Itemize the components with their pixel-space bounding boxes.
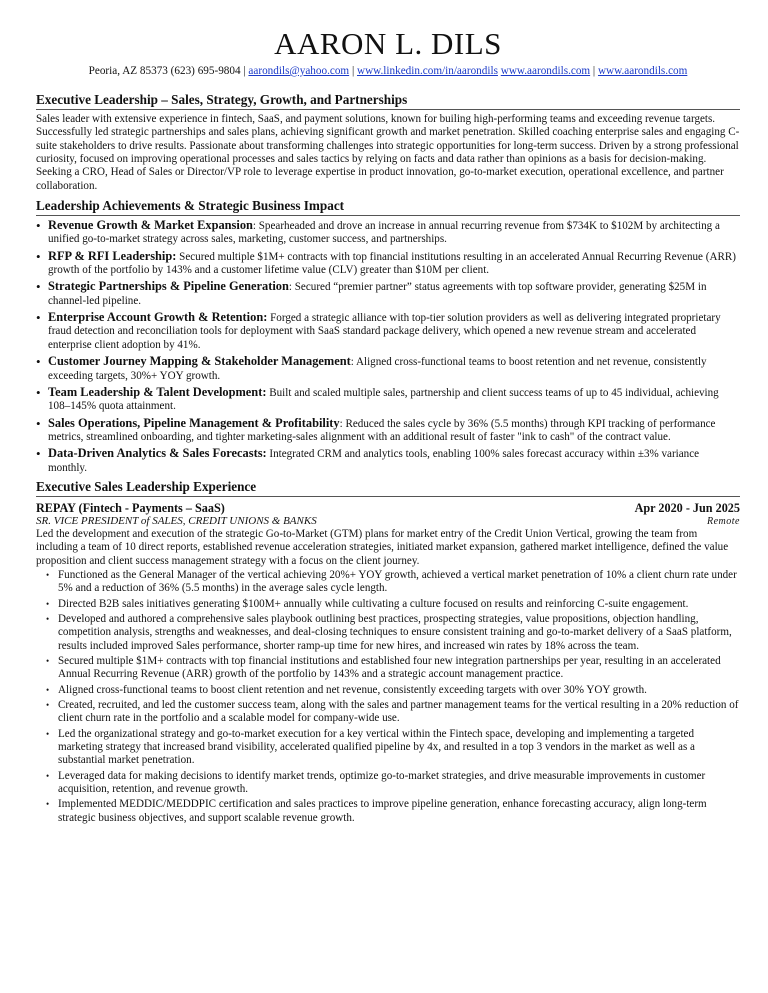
duty-item	[44, 569, 740, 596]
bullet-icon: •	[36, 415, 41, 431]
achievement-lead: Data-Driven Analytics & Sales Forecasts:	[48, 446, 267, 461]
bullet-icon: •	[46, 613, 50, 624]
email-link[interactable]: aarondils@yahoo.com	[248, 65, 350, 77]
website-link[interactable]: www.aarondils.com	[597, 65, 688, 77]
bullet-icon: •	[36, 354, 41, 370]
bullet-icon: •	[46, 700, 50, 711]
achievement-lead: Sales Operations, Pipeline Management & Profitability	[48, 415, 340, 430]
duty-text: Functioned as the General Manager of the vertical achieving 20%+ YOY growth, achieved a vertical market penetration of 10% a client churn rate under 5% and a reduction of 36% (5.5 months) in the average sales cycle length.	[58, 568, 737, 595]
separator: |	[592, 65, 596, 77]
duty-item	[44, 684, 740, 697]
job-header	[36, 501, 740, 515]
duty-text: Leveraged data for making decisions to identify market trends, optimize go-to-market strategies, and drive measurable improvements in customer acquisition, retention, and revenue growth.	[58, 769, 706, 796]
achievement-item	[36, 386, 740, 414]
bullet-icon: •	[36, 446, 41, 462]
achievement-item	[36, 417, 740, 445]
duties-list	[36, 569, 740, 825]
resume-page	[36, 20, 740, 827]
experience-heading: Executive Sales Leadership Experience	[36, 479, 740, 497]
achievement-lead: Customer Journey Mapping & Stakeholder Management	[48, 354, 351, 369]
linkedin-link[interactable]: www.linkedin.com/in/aarondils	[356, 65, 498, 77]
duty-text: Developed and authored a comprehensive sales playbook outlining best practices, prospecting strategies, value propositions, objection handling, competition analysis, strengths and weaknesses, and deal-closing techniques to ensure consistent training and go-to-market delivery of a SaaS platform, results included improved Sales performance, shorter ramp-up time for new hires, and increased win rates by 18% across the team.	[58, 612, 732, 652]
duty-item	[44, 613, 740, 653]
achievement-text: Secured multiple $1M+ contracts with top financial institutions resulting in an accelerated Annual Recurring Revenue (ARR) growth of the portfolio by 143% and a customer lifetime value (CLV) greater than $10M per client.	[48, 250, 736, 277]
achievement-item	[36, 447, 740, 475]
duty-item	[44, 598, 740, 611]
achievement-lead: Revenue Growth & Market Expansion	[48, 218, 253, 233]
summary-heading: Executive Leadership – Sales, Strategy, Growth, and Partnerships	[36, 92, 740, 110]
achievement-text: Built and scaled multiple sales, partnership and client success teams of up to 45 individual, achieving 108–145% quota attainment.	[48, 386, 719, 413]
bullet-icon: •	[36, 218, 41, 234]
summary-text: Sales leader with extensive experience in fintech, SaaS, and payment solutions, known for builing high-performing teams and exceeding revenue targets. Successfully led strategic partnerships and sales plans, achieving significant growth and market penetration. Skilled coaching enterprise sales and engaging C-suite stakeholders to drive results. Passionate about transforming challenges into strategic opportunities for long-term success. Driven by a strong professional curiosity, focused on improving operational processes and sales tactics by relying on facts and data rather than opinions as a basis for decision-making. Seeking a CRO, Head of Sales or Director/VP role to leverage expertise in product innovation, go-to-market execution, operational excellence, and partner collaboration.	[36, 113, 740, 192]
achievement-item	[36, 219, 740, 247]
bullet-icon: •	[46, 656, 50, 666]
contact-line	[36, 64, 740, 78]
bullet-icon: •	[36, 310, 41, 326]
duty-item	[44, 770, 740, 797]
achievement-text: Integrated CRM and analytics tools, enabling 100% sales forecast accuracy within ±3% variance monthly.	[48, 448, 700, 474]
bullet-icon: •	[46, 598, 50, 609]
separator: |	[351, 65, 355, 77]
achievement-lead: RFP & RFI Leadership:	[48, 248, 177, 263]
achievement-text: : Aligned cross-functional teams to boost retention and net revenue, consistently exceeding targets, 30%+ YOY growth.	[48, 356, 707, 382]
duty-text: Created, recruited, and led the customer success team, along with the sales and partner management teams for the vertical resulting in a 20% reduction of client churn rate in the portfolio and a scalable model for company-wide use.	[58, 699, 739, 725]
company-name: REPAY (Fintech - Payments – SaaS)	[36, 500, 225, 515]
bullet-icon: •	[46, 770, 50, 781]
duty-item	[44, 728, 740, 768]
bullet-icon: •	[46, 728, 50, 739]
achievements-heading: Leadership Achievements & Strategic Business Impact	[36, 198, 740, 216]
achievement-lead: Team Leadership & Talent Development:	[48, 384, 267, 399]
job-location: Remote	[707, 515, 740, 527]
job-intro: Led the development and execution of the strategic Go-to-Market (GTM) plans for market entry of the Credit Union Vertical, growing the team from including a team of 10 direct reports, established revenue acceleration strategies, initiated market expansion, gathered market intelligence, defined the value proposition and client success management strategy with a focus on the client journey.	[36, 527, 729, 567]
duty-text: Led the organizational strategy and go-to-market execution for a key vertical within the Fintech space, developing and implementing a targeted marketing strategy that increased brand visibility, accelerated qualified pipeline by 4x, and resulted in a top 3 vendors in the market as well as a substantial market penetration.	[58, 727, 695, 767]
duty-item	[44, 655, 740, 682]
achievement-item	[36, 355, 740, 383]
duty-text: Implemented MEDDIC/MEDDPIC certification and sales practices to improve pipeline generation, enhance forecasting accuracy, align long-term strategic business objectives, and support scalable revenue growth.	[58, 798, 707, 824]
duty-item	[44, 798, 740, 825]
role-line	[36, 515, 740, 528]
achievement-text: : Reduced the sales cycle by 36% (5.5 months) through KPI tracking of performance metrics, streamlined onboarding, and tighter marketing-sales alignment with an additional result of faster "ink to cash" of the contract value.	[48, 417, 716, 443]
achievement-lead: Strategic Partnerships & Pipeline Generation	[48, 279, 289, 294]
bullet-icon: •	[46, 684, 50, 695]
achievement-text: : Secured “premier partner” status agreements with top software provider, generating $25M in channel-led pipeline.	[48, 281, 707, 307]
bullet-icon: •	[36, 384, 41, 400]
achievement-text: Forged a strategic alliance with top-tier solution providers as well as delivering integrated proprietary fraud detection and reconciliation tools for deployment with SaaS standard package delivery, which opened a new revenue stream and accelerated enterprise client adoption by 41%.	[48, 312, 721, 351]
achievements-list	[36, 219, 740, 475]
location-phone: Peoria, AZ 85373 (623) 695-9804 |	[88, 65, 246, 77]
candidate-name: AARON L. DILS	[274, 26, 502, 61]
duty-text: Directed B2B sales initiatives generating $100M+ annually while cultivating a culture focused on results and reinforcing C-suite engagement.	[58, 597, 689, 610]
bullet-icon: •	[36, 279, 41, 295]
website-text: www.aarondils.com	[500, 65, 591, 77]
achievement-text: : Spearheaded and drove an increase in annual recurring revenue from $734K to $102M by architecting a unified go-to-market strategy across sales, marketing, customer success, and partnerships.	[48, 220, 720, 246]
achievement-lead: Enterprise Account Growth & Retention:	[48, 310, 268, 325]
achievement-item	[36, 250, 740, 278]
job-title: SR. VICE PRESIDENT of SALES, CREDIT UNIONS & BANKS	[36, 514, 317, 527]
bullet-icon: •	[46, 569, 50, 580]
achievement-item	[36, 280, 740, 308]
bullet-icon: •	[36, 248, 41, 264]
duty-item	[44, 699, 740, 726]
duty-text: Secured multiple $1M+ contracts with top financial institutions and established four new integration partnerships per year, resulting in an accelerated Annual Recurring Revenue (ARR) growth of the portfolio by 143% and a strategic account management practice.	[58, 655, 721, 681]
achievement-item	[36, 311, 740, 352]
bullet-icon: •	[46, 799, 50, 810]
job-dates: Apr 2020 - Jun 2025	[634, 500, 740, 515]
duty-text: Aligned cross-functional teams to boost client retention and net revenue, consistently exceeding targets with over 30% YOY growth.	[58, 683, 647, 696]
